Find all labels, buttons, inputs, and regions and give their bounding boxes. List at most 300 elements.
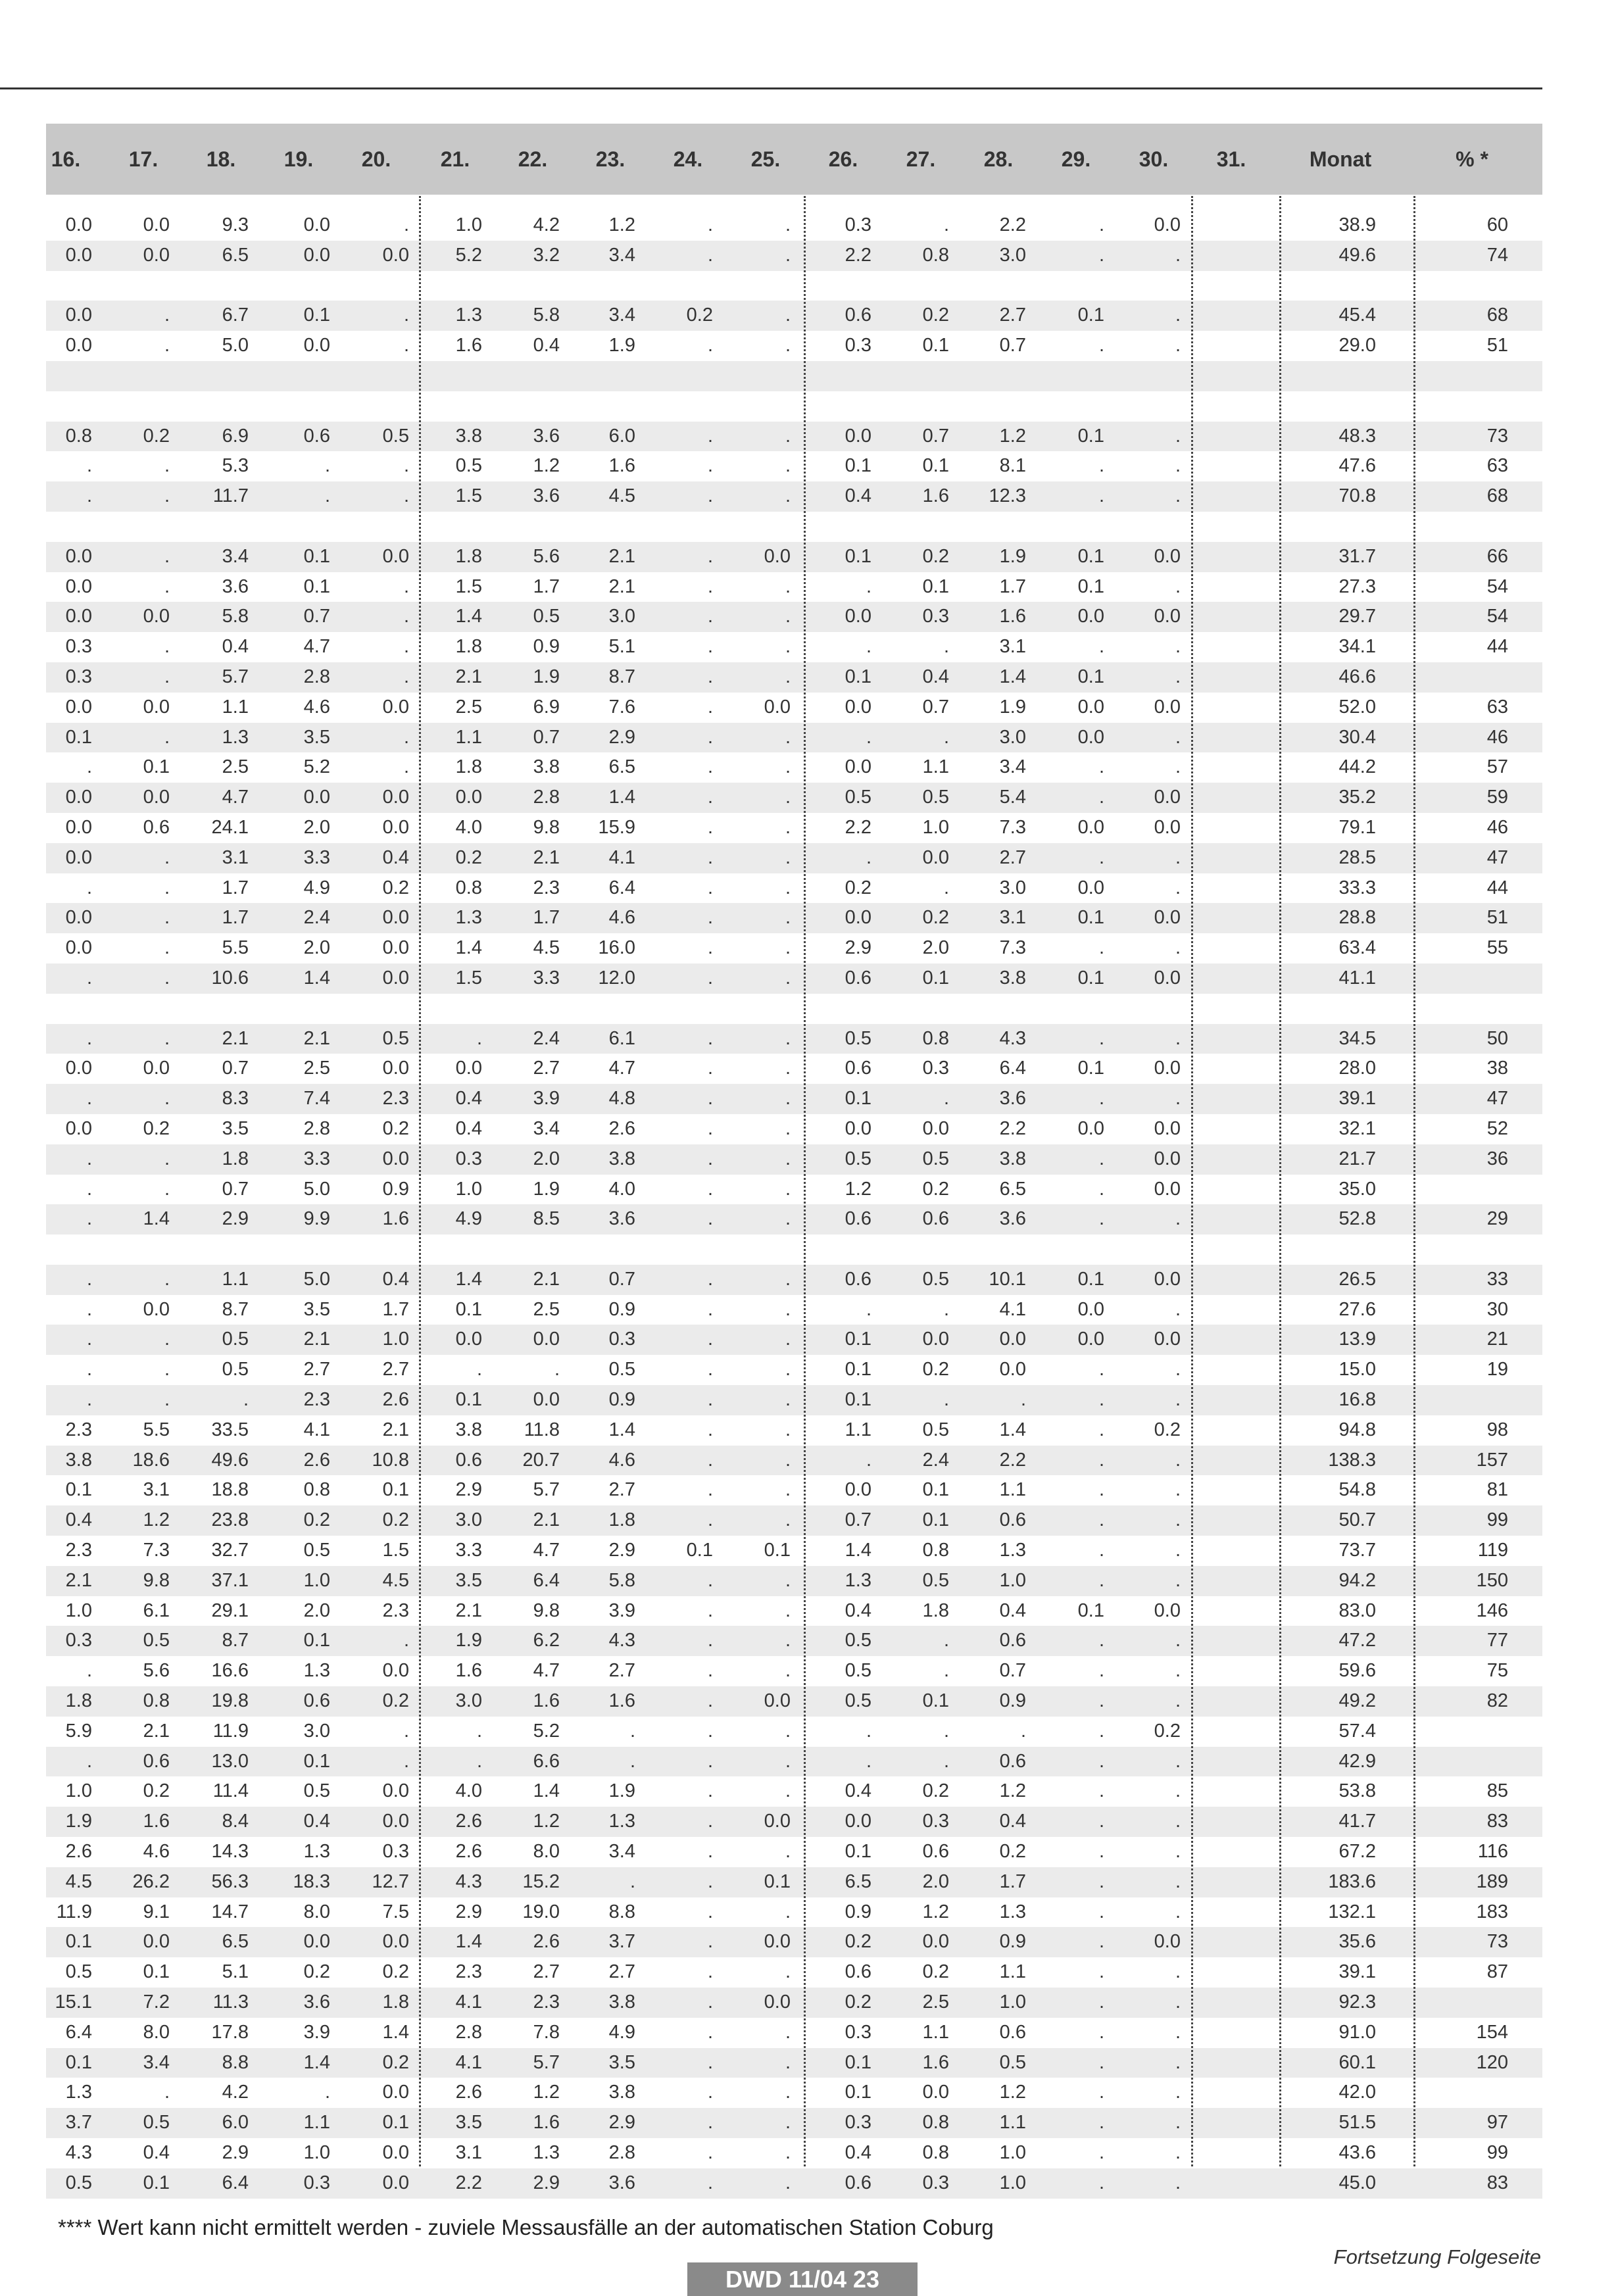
table-row <box>46 1626 1542 1656</box>
table-cell: 77 <box>1486 1630 1508 1651</box>
table-cell: 0.6 <box>845 1208 871 1230</box>
table-cell: 2.2 <box>455 2172 482 2193</box>
table-cell: 0.1 <box>382 1479 409 1501</box>
table-cell: . <box>1098 2172 1104 2193</box>
table-cell: 0.9 <box>382 1178 409 1200</box>
table-cell: 0.1 <box>303 305 330 326</box>
table-cell: 37.1 <box>211 1569 249 1591</box>
table-cell: 0.4 <box>65 1509 92 1531</box>
table-cell: 41.7 <box>1338 1811 1376 1832</box>
table-cell: . <box>707 1359 713 1380</box>
table-cell: 0.3 <box>608 1329 635 1350</box>
table-cell: 7.4 <box>303 1088 330 1110</box>
table-cell: . <box>476 1720 482 1742</box>
table-cell: . <box>403 575 409 597</box>
table-cell: 24.1 <box>211 816 249 838</box>
table-cell: 2.3 <box>382 1088 409 1110</box>
table-cell: . <box>1175 1991 1181 2013</box>
table-cell: 0.6 <box>455 1449 482 1471</box>
table-cell: 14.7 <box>211 1901 249 1922</box>
table-cell: . <box>707 1901 713 1922</box>
table-cell: . <box>1098 1088 1104 1110</box>
table-cell: . <box>785 455 791 477</box>
table-cell: . <box>707 1148 713 1169</box>
table-cell: 0.0 <box>143 244 170 266</box>
table-row <box>46 1867 1542 1897</box>
header-col-5: 21. <box>440 147 470 171</box>
table-cell: 0.6 <box>999 1750 1026 1772</box>
table-cell: 20.7 <box>522 1449 560 1471</box>
table-cell: 0.6 <box>922 1841 949 1863</box>
table-row <box>46 2018 1542 2048</box>
table-cell: 3.5 <box>303 726 330 748</box>
table-cell: 3.3 <box>533 967 560 989</box>
table-cell: 0.3 <box>382 1841 409 1863</box>
table-cell: 3.4 <box>999 756 1026 778</box>
table-cell: 0.5 <box>303 1540 330 1561</box>
table-cell: 2.2 <box>845 816 871 838</box>
table-cell: 9.8 <box>143 1569 170 1591</box>
table-cell: 8.4 <box>222 1811 249 1832</box>
table-cell: . <box>785 1600 791 1621</box>
table-cell: 46 <box>1486 726 1508 748</box>
table-row <box>46 693 1542 723</box>
table-cell: 54 <box>1486 606 1508 627</box>
table-cell: . <box>1098 335 1104 356</box>
table-cell: . <box>707 877 713 898</box>
table-cell: 0.8 <box>922 2142 949 2163</box>
table-cell: . <box>1098 1780 1104 1802</box>
table-row <box>46 331 1542 361</box>
table-cell: 3.4 <box>608 244 635 266</box>
table-cell: . <box>785 1901 791 1922</box>
table-cell: 38.9 <box>1338 214 1376 235</box>
table-cell: . <box>785 877 791 898</box>
table-cell: 0.0 <box>845 756 871 778</box>
table-cell: . <box>476 1750 482 1772</box>
table-cell: 5.4 <box>999 787 1026 808</box>
table-cell: 6.0 <box>222 2112 249 2134</box>
table-cell: 82 <box>1486 1690 1508 1712</box>
table-cell: 3.8 <box>533 756 560 778</box>
table-cell: 3.8 <box>608 1148 635 1169</box>
table-cell: . <box>1098 485 1104 507</box>
table-cell: 0.0 <box>65 214 92 235</box>
table-cell: . <box>164 726 170 748</box>
table-cell: . <box>1175 1569 1181 1591</box>
table-cell: 1.3 <box>303 1660 330 1682</box>
table-cell: . <box>86 1208 92 1230</box>
header-col-3: 19. <box>283 147 314 171</box>
table-cell: 0.0 <box>382 787 409 808</box>
table-cell: 0.1 <box>1077 1600 1104 1621</box>
table-cell: 3.6 <box>303 1991 330 2013</box>
table-cell: 0.9 <box>999 1690 1026 1712</box>
table-cell: . <box>707 1088 713 1110</box>
table-cell: 49.6 <box>211 1449 249 1471</box>
table-row <box>46 1024 1542 1054</box>
table-cell: . <box>1098 2112 1104 2134</box>
table-cell: 4.5 <box>65 1870 92 1892</box>
table-header <box>46 124 1542 195</box>
table-cell: 0.5 <box>922 1569 949 1591</box>
table-row <box>46 542 1542 572</box>
table-cell: 5.5 <box>222 937 249 959</box>
table-cell: 1.4 <box>455 1268 482 1290</box>
table-cell: . <box>1098 1870 1104 1892</box>
table-cell: 4.8 <box>608 1088 635 1110</box>
table-cell: 3.5 <box>455 1569 482 1591</box>
table-cell: . <box>1175 1780 1181 1802</box>
table-cell: 0.0 <box>1154 1058 1181 1079</box>
table-cell: 28.0 <box>1338 1058 1376 1079</box>
table-cell: 0.1 <box>1077 425 1104 447</box>
table-cell: 1.1 <box>845 1419 871 1440</box>
table-cell: 0.0 <box>382 1058 409 1079</box>
table-cell: 5.8 <box>608 1569 635 1591</box>
table-cell: 0.6 <box>303 425 330 447</box>
table-cell: . <box>86 1389 92 1411</box>
table-cell: 0.5 <box>65 1961 92 1983</box>
table-cell: 0.2 <box>999 1841 1026 1863</box>
table-cell: . <box>1175 2021 1181 2043</box>
table-cell: 7.2 <box>143 1991 170 2013</box>
table-cell: 4.3 <box>999 1027 1026 1049</box>
table-cell: . <box>1175 1811 1181 1832</box>
table-cell: . <box>943 636 949 658</box>
table-cell: 9.3 <box>222 214 249 235</box>
table-cell: 1.8 <box>382 1991 409 2013</box>
table-cell: 16.6 <box>211 1660 249 1682</box>
table-cell: . <box>707 1479 713 1501</box>
table-cell: 2.9 <box>455 1479 482 1501</box>
table-cell: 8.8 <box>222 2051 249 2073</box>
table-row <box>46 1807 1542 1837</box>
top-rule <box>0 87 1542 89</box>
table-cell: 0.6 <box>999 1630 1026 1651</box>
table-cell: . <box>86 1750 92 1772</box>
table-cell: . <box>1175 846 1181 868</box>
table-cell: . <box>707 967 713 989</box>
table-cell: 0.7 <box>303 606 330 627</box>
table-row <box>46 1325 1542 1355</box>
table-cell: . <box>1098 937 1104 959</box>
table-cell: . <box>629 1870 635 1892</box>
table-cell: . <box>707 575 713 597</box>
table-cell: 2.7 <box>533 1961 560 1983</box>
table-cell: 50.7 <box>1338 1509 1376 1531</box>
table-cell: 0.0 <box>382 1811 409 1832</box>
table-cell: 1.2 <box>608 214 635 235</box>
table-cell: 44 <box>1486 636 1508 658</box>
table-cell: 11.3 <box>212 1991 249 2013</box>
table-cell: 1.9 <box>608 335 635 356</box>
table-cell: 1.4 <box>608 1419 635 1440</box>
table-cell: 51 <box>1486 335 1508 356</box>
table-cell: 5.8 <box>222 606 249 627</box>
table-cell: 0.5 <box>222 1329 249 1350</box>
table-cell: 4.0 <box>455 1780 482 1802</box>
table-cell: 0.6 <box>143 1750 170 1772</box>
table-row <box>46 1265 1542 1295</box>
table-cell: 47 <box>1486 1088 1508 1110</box>
table-cell: 0.1 <box>65 2051 92 2073</box>
table-cell: 0.0 <box>65 335 92 356</box>
table-cell: . <box>324 455 330 477</box>
table-cell: 36 <box>1486 1148 1508 1169</box>
table-cell: . <box>403 455 409 477</box>
table-cell: . <box>324 485 330 507</box>
table-cell: 6.5 <box>608 756 635 778</box>
table-cell: 0.1 <box>1077 907 1104 929</box>
table-cell: 0.0 <box>382 907 409 929</box>
table-row <box>46 1927 1542 1957</box>
table-cell: 4.5 <box>608 485 635 507</box>
table-cell: 0.3 <box>303 2172 330 2193</box>
table-cell: 6.4 <box>999 1058 1026 1079</box>
separator-monat <box>1413 196 1415 2166</box>
table-cell: 3.4 <box>143 2051 170 2073</box>
table-cell: 2.0 <box>533 1148 560 1169</box>
table-cell: . <box>943 1720 949 1742</box>
table-cell: . <box>1098 1630 1104 1651</box>
table-row <box>46 271 1542 301</box>
table-cell: 2.3 <box>455 1961 482 1983</box>
table-cell: . <box>403 756 409 778</box>
table-row <box>46 1988 1542 2018</box>
table-cell: 1.5 <box>455 485 482 507</box>
table-row <box>46 2138 1542 2168</box>
table-cell: 2.5 <box>533 1298 560 1320</box>
table-cell: . <box>707 666 713 687</box>
table-cell: . <box>866 846 871 868</box>
table-cell: 51 <box>1486 907 1508 929</box>
table-cell: 7.3 <box>999 937 1026 959</box>
table-cell: 150 <box>1476 1569 1508 1591</box>
table-cell: 5.8 <box>533 305 560 326</box>
table-cell: . <box>476 1027 482 1049</box>
table-cell: 33.3 <box>1338 877 1376 898</box>
table-cell: 0.2 <box>143 425 170 447</box>
table-cell: 2.5 <box>303 1058 330 1079</box>
table-cell: 6.5 <box>222 1931 249 1953</box>
header-col-17: % * <box>1456 147 1488 171</box>
table-cell: 0.3 <box>65 1630 92 1651</box>
table-cell: . <box>403 214 409 235</box>
table-cell: 3.5 <box>222 1117 249 1139</box>
table-row <box>46 632 1542 662</box>
table-cell: 94.2 <box>1338 1569 1376 1591</box>
table-cell: 0.7 <box>999 1660 1026 1682</box>
table-cell: 3.0 <box>455 1509 482 1531</box>
table-cell: . <box>86 1660 92 1682</box>
table-cell: 0.0 <box>65 816 92 838</box>
table-row <box>46 1355 1542 1385</box>
table-cell: . <box>86 1268 92 1290</box>
table-cell: 59.6 <box>1338 1660 1376 1682</box>
table-cell: 0.0 <box>143 696 170 718</box>
table-cell: 1.3 <box>608 1811 635 1832</box>
table-cell: 8.7 <box>222 1298 249 1320</box>
table-row <box>46 301 1542 331</box>
table-cell: . <box>86 1088 92 1110</box>
table-cell: 1.3 <box>455 305 482 326</box>
table-cell: 2.2 <box>999 1117 1026 1139</box>
table-cell: 0.6 <box>845 967 871 989</box>
table-cell: 3.8 <box>608 1991 635 2013</box>
table-cell: 0.2 <box>922 907 949 929</box>
table-cell: . <box>707 1750 713 1772</box>
table-cell: . <box>1175 1208 1181 1230</box>
table-cell: 83.0 <box>1338 1600 1376 1621</box>
header-col-4: 20. <box>361 147 391 171</box>
table-cell: . <box>785 1419 791 1440</box>
table-cell: 0.7 <box>222 1178 249 1200</box>
table-cell: . <box>86 455 92 477</box>
table-cell: . <box>785 967 791 989</box>
table-cell: 0.0 <box>1077 606 1104 627</box>
table-cell: 1.4 <box>303 2051 330 2073</box>
table-cell: 5.0 <box>303 1268 330 1290</box>
table-cell: 0.0 <box>1154 214 1181 235</box>
table-cell: . <box>164 666 170 687</box>
table-cell: . <box>86 1027 92 1049</box>
table-cell: 0.0 <box>922 846 949 868</box>
table-cell: 2.3 <box>303 1389 330 1411</box>
table-cell: . <box>707 2021 713 2043</box>
table-row <box>46 994 1542 1024</box>
table-row <box>46 602 1542 632</box>
table-cell: 1.0 <box>303 2142 330 2163</box>
table-cell: 33 <box>1486 1268 1508 1290</box>
table-cell: 4.1 <box>455 1991 482 2013</box>
table-cell: . <box>707 485 713 507</box>
header-col-12: 28. <box>983 147 1014 171</box>
table-cell: 2.1 <box>533 846 560 868</box>
table-cell: 0.0 <box>65 907 92 929</box>
table-cell: . <box>164 846 170 868</box>
table-cell: 0.5 <box>143 1630 170 1651</box>
table-cell: 2.6 <box>65 1841 92 1863</box>
table-cell: 0.7 <box>922 425 949 447</box>
table-cell: 8.7 <box>222 1630 249 1651</box>
table-cell: . <box>785 726 791 748</box>
table-cell: 8.5 <box>533 1208 560 1230</box>
table-cell: 0.2 <box>382 1961 409 1983</box>
table-row <box>46 1204 1542 1234</box>
table-cell: 0.1 <box>1077 1268 1104 1290</box>
table-cell: 0.0 <box>845 907 871 929</box>
table-cell: . <box>1175 1479 1181 1501</box>
table-cell: . <box>1098 1389 1104 1411</box>
table-cell: 0.0 <box>303 335 330 356</box>
table-cell: 1.1 <box>222 1268 249 1290</box>
table-row <box>46 964 1542 994</box>
table-cell: 0.0 <box>1154 1600 1181 1621</box>
table-cell: 63.4 <box>1338 937 1376 959</box>
table-cell: . <box>785 1298 791 1320</box>
table-cell: 0.0 <box>65 244 92 266</box>
table-cell: 3.8 <box>999 1148 1026 1169</box>
table-cell: 0.4 <box>382 846 409 868</box>
table-cell: . <box>943 1389 949 1411</box>
table-cell: 2.9 <box>222 1208 249 1230</box>
table-cell: 2.6 <box>608 1117 635 1139</box>
table-cell: . <box>785 606 791 627</box>
table-cell: 54 <box>1486 575 1508 597</box>
table-cell: . <box>785 2082 791 2103</box>
table-cell: 1.7 <box>382 1298 409 1320</box>
table-cell: 28.5 <box>1338 846 1376 868</box>
table-cell: 1.4 <box>608 787 635 808</box>
table-cell: 46 <box>1486 816 1508 838</box>
table-cell: 2.5 <box>455 696 482 718</box>
table-cell: . <box>1175 1901 1181 1922</box>
table-cell: 47 <box>1486 846 1508 868</box>
table-cell: . <box>1175 1660 1181 1682</box>
table-row <box>46 1295 1542 1325</box>
table-cell: 3.3 <box>303 1148 330 1169</box>
table-cell: 4.7 <box>222 787 249 808</box>
table-cell: 0.5 <box>143 2112 170 2134</box>
table-cell: . <box>707 244 713 266</box>
table-cell: . <box>1175 244 1181 266</box>
table-cell: 30.4 <box>1338 726 1376 748</box>
table-cell: 2.9 <box>608 2112 635 2134</box>
table-cell: 0.0 <box>65 545 92 567</box>
table-cell: 1.3 <box>533 2142 560 2163</box>
table-cell: 3.6 <box>533 425 560 447</box>
table-cell: 19.8 <box>211 1690 249 1712</box>
table-cell: 2.7 <box>608 1660 635 1682</box>
table-cell: . <box>785 1720 791 1742</box>
table-cell: . <box>785 1208 791 1230</box>
table-cell: 0.0 <box>1077 1117 1104 1139</box>
table-row <box>46 1717 1542 1747</box>
table-cell: 0.9 <box>845 1901 871 1922</box>
table-cell: 34.5 <box>1338 1027 1376 1049</box>
table-cell: . <box>1098 1027 1104 1049</box>
table-cell: . <box>1175 1449 1181 1471</box>
table-cell: . <box>943 1298 949 1320</box>
table-cell: 0.0 <box>1077 1329 1104 1350</box>
table-cell: 0.8 <box>922 1027 949 1049</box>
table-cell: 29.0 <box>1338 335 1376 356</box>
table-cell: 1.0 <box>455 214 482 235</box>
table-cell: 0.1 <box>303 1750 330 1772</box>
table-cell: . <box>1098 1419 1104 1440</box>
table-cell: . <box>403 305 409 326</box>
table-cell: . <box>707 2082 713 2103</box>
table-cell: 1.1 <box>455 726 482 748</box>
table-cell: . <box>1098 846 1104 868</box>
table-cell: 0.0 <box>1154 907 1181 929</box>
table-cell: 0.3 <box>922 2172 949 2193</box>
table-cell: 0.7 <box>533 726 560 748</box>
table-cell: 19 <box>1486 1359 1508 1380</box>
table-cell: 0.2 <box>303 1509 330 1531</box>
table-cell: 0.1 <box>143 756 170 778</box>
table-cell: 0.0 <box>382 816 409 838</box>
table-cell: . <box>403 1630 409 1651</box>
table-row <box>46 1084 1542 1114</box>
table-cell: . <box>707 1841 713 1863</box>
table-cell: 0.3 <box>845 335 871 356</box>
table-cell: . <box>86 1298 92 1320</box>
table-cell: 1.2 <box>143 1509 170 1531</box>
table-cell: 12.7 <box>372 1870 409 1892</box>
table-cell: . <box>707 2112 713 2134</box>
